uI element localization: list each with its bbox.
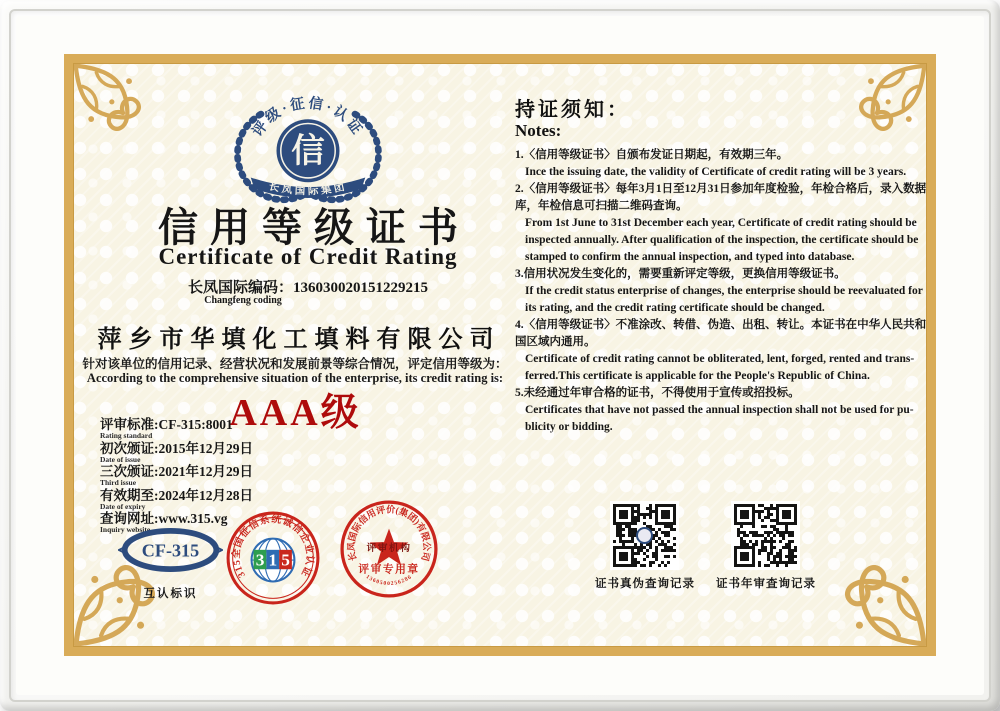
note-item-2 [515,181,927,266]
svg-text:1360500256286 [365,574,414,587]
qr-center-logo-icon [636,527,653,544]
qr-code-authenticity [610,501,679,570]
note-item-5 [515,385,927,436]
note-zh: 5.未经通过年审合格的证书，不得使用于宣传或招投标。 [515,387,800,399]
rating-statement-en: According to the comprehensive situation of the enterprise, its credit rating is: [86,371,504,385]
seal-315-digit: 5 [281,550,290,570]
certificate-paper [64,54,936,656]
issuer-logo-icon [203,85,413,205]
seal-315-digit: 1 [268,550,278,570]
detail-zh: 初次颁证:2015年12月29日 [100,440,253,456]
detail-date-of-issue [100,442,400,465]
credit-rating-value: AAA级 [229,392,362,434]
notes-heading-zh: 持证须知： [515,99,630,121]
certificate-title-zh: 信用等级证书 [158,205,470,250]
note-zh: 2.〈信用等级证书〉每年3月1日至12月31日参加年度检验，年检合格后，录入数据库，年检信息可扫描二维码查询。 [515,183,927,212]
note-en: Certificates that have not passed the annual inspection shall not be used for pu-blicity or bidding. [525,404,914,433]
review-stamp-ring-text: 长凤国际信用评价(集团)有限公司 [346,504,432,563]
logo-banner-text: 长凤国际集团 [267,181,349,198]
detail-zh: 三次颁证:2021年12月29日 [100,464,253,479]
detail-en: Date of issue [100,454,141,464]
note-en: Ince the issuing date, the validity of Certificate of credit rating will be 3 years. [525,166,907,178]
cf315-seal [113,526,228,601]
cf315-text: CF-315 [141,540,200,561]
corner-flourish-icon [74,64,160,150]
corner-flourish-icon [822,542,926,646]
note-en: From 1st June to 31st December each year, Certificate of credit rating should be inspected annually. After qualification of the inspection, the certificate should be stamped to confirm the annual inspection, and typed into database. [525,217,919,263]
logo-arc-text: 评级·征信·认证 [249,95,367,140]
review-stamp-inner-top: 评审机构 [366,543,412,555]
note-zh: 4.〈信用等级证书〉不准涂改、转借、伪造、出租、转让。本证书在中华人民共和国区域内通用。 [515,319,927,348]
note-en: If the credit status enterprise of changes, the enterprise should be reevaluated for its rating, and the credit rating certificate should be changed. [525,285,923,314]
cf315-oval-icon [118,526,223,574]
note-item-4 [515,317,927,385]
detail-en: Inquiry website [100,525,151,534]
rating-statement-zh: 针对该单位的信用记录、经营状况和发展前景等综合情况，评定信用等级为： [82,357,508,371]
note-zh: 3.信用状况发生变化的，需要重新评定等级，更换信用等级证书。 [515,268,846,280]
qr-label-annual-review: 证书年审查询记录 [716,578,816,590]
review-stamp-icon [338,498,440,600]
certificate-title-en: Certificate of Credit Rating [158,244,458,269]
detail-zh: 有效期至:2024年12月28日 [100,487,253,503]
note-item-1 [515,147,927,181]
notes-list [515,147,927,436]
detail-zh: 查询网址:www.315.vg [100,511,228,526]
cf315-label: 互认标识 [143,588,198,600]
detail-en: Rating standard [100,431,153,440]
note-item-3 [515,266,927,317]
review-stamp-number: 1360500256286 [364,574,414,588]
company-name: 萍乡市华填化工填料有限公司 [97,327,501,353]
note-en: Certificate of credit rating cannot be obliterated, lent, forged, rented and trans-ferred.This certificate is applicable for the People's Republic of China. [525,353,915,382]
review-stamp-inner-bottom: 评审专用章 [358,563,420,576]
detail-rating-standard [100,418,400,441]
qr-code-annual-review [731,501,800,570]
corner-flourish-icon [840,64,926,150]
detail-en: Third issue [100,478,137,487]
detail-third-issue [100,465,400,488]
coding-number-sub: Changfeng coding [204,295,282,306]
logo-center-glyph: 信 [291,133,325,171]
seal-315-digit: 3 [255,550,265,570]
note-zh: 1.〈信用等级证书〉自颁布发证日期起，有效期三年。 [515,149,789,161]
detail-en: Date of expiry [100,501,146,511]
detail-zh: 评审标准:CF-315:8001 [100,417,233,432]
seal-315-ring-text: 315全国征信系统诚信企业认证 [231,514,316,580]
seal-315-icon [224,509,322,607]
coding-number: 长凤国际编码：136030020151229215 [187,280,428,296]
notes-heading-en: Notes: [515,121,562,140]
qr-label-authenticity: 证书真伪查询记录 [595,578,695,590]
